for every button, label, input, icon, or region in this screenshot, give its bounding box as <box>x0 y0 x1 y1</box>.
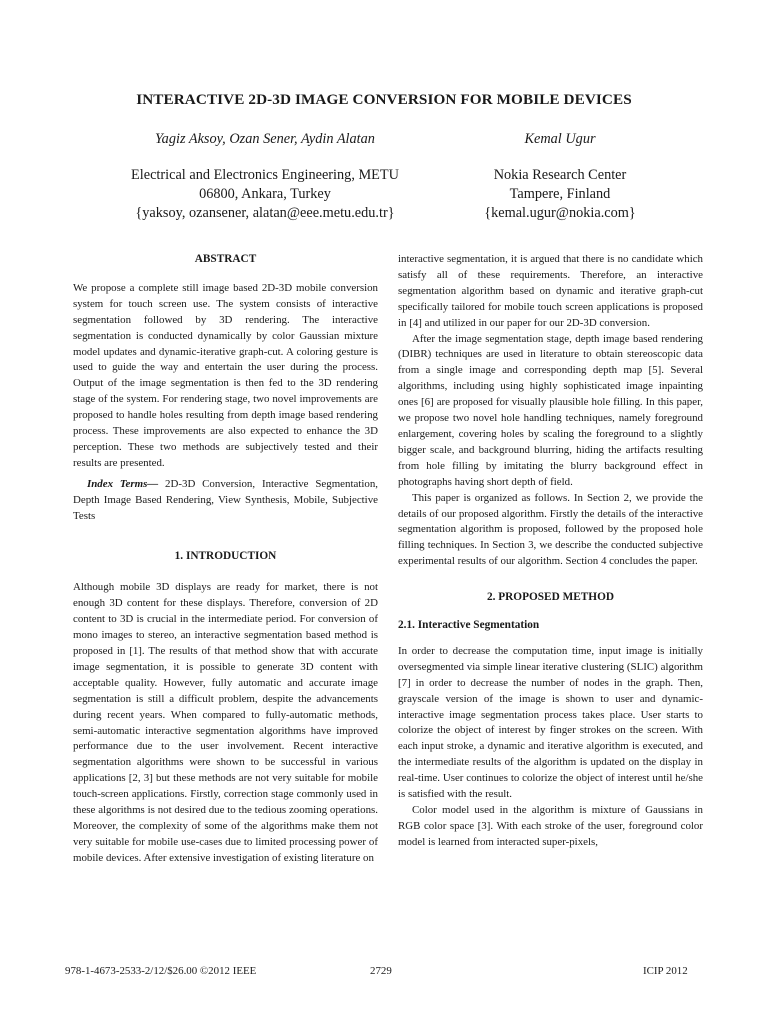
proposed-method-heading: 2. PROPOSED METHOD <box>486 591 615 604</box>
affiliation-left-email: {yaksoy, ozansener, alatan@eee.metu.edu.tr} <box>135 205 395 221</box>
authors-left: Yagiz Aksoy, Ozan Sener, Aydin Alatan <box>155 131 375 147</box>
paragraph: After the image segmentation stage, depth image based rendering (DIBR) techniques are used in literature to obtain stereoscopic data from a single image and corresponding depth map [5]. Several algorithms, including using highly sophisticated image inpainting ones [6] are proposed for visually plausible hole filling. In this paper, we propose two novel hole handling techniques, namely foreground enlargement, covering holes by scaling the foreground to a slightly bigger scale, and background blurring, hiding the artifacts resulting from hole filling by imitating the blurry background effect in photographs having short depth of field. <box>398 332 703 488</box>
paragraph: interactive segmentation, it is argued that there is no candidate which satisfy all of these requirements. Therefore, an interactive segmentation algorithm based on dynamic and iterative graph-cut specifically tailored for mobile touch screen applications is proposed in [4] and utilized in our paper for our 2D-3D conversion. <box>398 253 703 329</box>
abstract-heading: ABSTRACT <box>194 253 257 265</box>
paragraph: Color model used in the algorithm is mixture of Gaussians in RGB color space [3]. With each stroke of the user, foreground color model is learned from interacted super-pixels, <box>398 804 703 848</box>
authors-right: Kemal Ugur <box>524 131 596 147</box>
introduction-text: Although mobile 3D displays are ready for market, there is not enough 3D content for these displays. Therefore, conversion of 2D content to 3D is crucial in the intermediate period. For conversion of mono images to stereo, an interactive segmentation based method is proposed in [1]. The results of that method show that with accurate image segmentation, it is possible to generate 3D content with acceptable quality. However, fully automatic and accurate image segmentation is still a difficult problem, despite the advancements during recent years. When compared to fully-automatic methods, semi-automatic interactive segmentation algorithms have improved performance due to the user involvement. Recent interactive segmentation algorithms were shown to be successful in various applications [2, 3] but these methods are not very suitable for mobile touch-screen applications. Firstly, correction stage commonly used in these algorithms is not desired due to the tedious zooming operations. Moreover, the complexity of some of the algorithms make them not very suitable for mobile use-cases due to limited processing power of mobile devices. After extensive investigation of existing literature on <box>73 581 378 864</box>
paper-title: INTERACTIVE 2D-3D IMAGE CONVERSION FOR MOBILE DEVICES <box>136 91 632 108</box>
right-column <box>398 252 703 851</box>
affiliation-right-line: Nokia Research Center <box>493 167 627 183</box>
affiliation-left-line: 06800, Ankara, Turkey <box>199 186 331 202</box>
footer-conference: ICIP 2012 <box>643 965 688 977</box>
affiliation-left <box>110 166 420 223</box>
paragraph: In order to decrease the computation time, input image is initially oversegmented via simple linear iterative clustering (SLIC) algorithm [7] in order to decrease the number of nodes in the graph. Then, grayscale version of the image is shown to user and dynamic-interactive image segmentation process takes place. User starts to colorize the object of interest by finger strokes on the screen. With each input stroke, a dynamic and iterative algorithm is executed, and the intermediate results of the algorithm is updated on the display in real-time. User continues to colorize the object of interest until he/she is satisfied with the result. <box>398 644 703 801</box>
affiliation-right <box>460 166 660 223</box>
index-terms <box>73 477 378 525</box>
abstract-text: We propose a complete still image based 2D-3D mobile conversion system for touch screen use. The system consists of interactive segmentation followed by 3D rendering. The interactive segmentation is conducted dynamically by color Gaussian mixture model updates and dynamic-iterative graph-cut. A coloring gesture is used to guide the way and entertain the user during the process. Output of the image segmentation is then fed to the 3D rendering stage of the system. For rendering stage, two novel improvements are proposed to handle holes resulting from depth image based rendering process. These improvements are also expected to enhance the 3D perception. These two methods are subjectively tested and their results are presented. <box>73 281 378 469</box>
index-terms-text: 2D-3D Conversion, Interactive Segmentation, Depth Image Based Rendering, View Synthesis, Mobile, Subjective Tests <box>73 477 378 522</box>
footer-isbn: 978-1-4673-2533-2/12/$26.00 ©2012 IEEE <box>65 965 257 977</box>
affiliation-right-line: Tampere, Finland <box>509 186 611 202</box>
affiliation-right-email: {kemal.ugur@nokia.com} <box>484 205 636 221</box>
footer-page-number: 2729 <box>370 965 392 977</box>
left-column <box>73 252 378 867</box>
interactive-segmentation-heading: 2.1. Interactive Segmentation <box>398 619 540 632</box>
paragraph: This paper is organized as follows. In Section 2, we provide the details of our proposed algorithm. Firstly the details of the interactive segmentation algorithm is proposed, followed by the proposed hole filling techniques. In Section 3, we describe the conducted subjective experimental results of our algorithm. Section 4 concludes the paper. <box>398 491 703 568</box>
affiliation-left-line: Electrical and Electronics Engineering, METU <box>131 167 399 183</box>
index-terms-label: Index Terms— <box>87 477 159 490</box>
introduction-heading: 1. INTRODUCTION <box>174 549 277 562</box>
